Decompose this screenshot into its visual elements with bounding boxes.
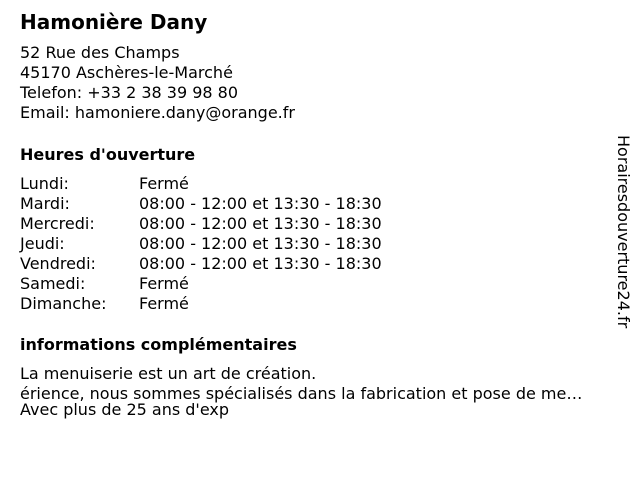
opening-hours-table xyxy=(20,174,440,314)
site-watermark: Horairesdouverture24.fr xyxy=(614,135,633,329)
day-label: Mercredi: xyxy=(20,214,95,233)
day-label: Mardi: xyxy=(20,194,70,213)
day-hours: Fermé xyxy=(139,274,189,293)
city-address: 45170 Aschères-le-Marché xyxy=(20,63,233,82)
phone-number: Telefon: +33 2 38 39 98 80 xyxy=(20,83,239,102)
day-label: Vendredi: xyxy=(20,254,96,273)
day-hours: 08:00 - 12:00 et 13:30 - 18:30 xyxy=(139,194,382,213)
day-label: Jeudi: xyxy=(20,234,65,253)
hours-heading: Heures d'ouverture xyxy=(20,145,196,164)
info-line-2: érience, nous sommes spécialisés dans la fabrication et pose de me… xyxy=(20,384,583,403)
hours-row-friday xyxy=(20,254,440,274)
street-address: 52 Rue des Champs xyxy=(20,43,180,62)
day-label: Samedi: xyxy=(20,274,86,293)
day-label: Dimanche: xyxy=(20,294,107,313)
day-hours: Fermé xyxy=(139,174,189,193)
day-hours: Fermé xyxy=(139,294,189,313)
hours-row-sunday xyxy=(20,294,440,314)
hours-row-monday xyxy=(20,174,440,194)
email-address: Email: hamoniere.dany@orange.fr xyxy=(20,103,295,122)
contact-block xyxy=(20,43,295,123)
info-line-3: Avec plus de 25 ans d'exp xyxy=(20,400,230,419)
info-line-1: La menuiserie est un art de création. xyxy=(20,364,317,383)
hours-row-tuesday xyxy=(20,194,440,214)
day-label: Lundi: xyxy=(20,174,69,193)
day-hours: 08:00 - 12:00 et 13:30 - 18:30 xyxy=(139,234,382,253)
day-hours: 08:00 - 12:00 et 13:30 - 18:30 xyxy=(139,254,382,273)
hours-row-wednesday xyxy=(20,214,440,234)
hours-row-thursday xyxy=(20,234,440,254)
watermark-container xyxy=(612,135,634,345)
day-hours: 08:00 - 12:00 et 13:30 - 18:30 xyxy=(139,214,382,233)
business-name: Hamonière Dany xyxy=(20,10,208,34)
hours-row-saturday xyxy=(20,274,440,294)
info-heading: informations complémentaires xyxy=(20,335,297,354)
